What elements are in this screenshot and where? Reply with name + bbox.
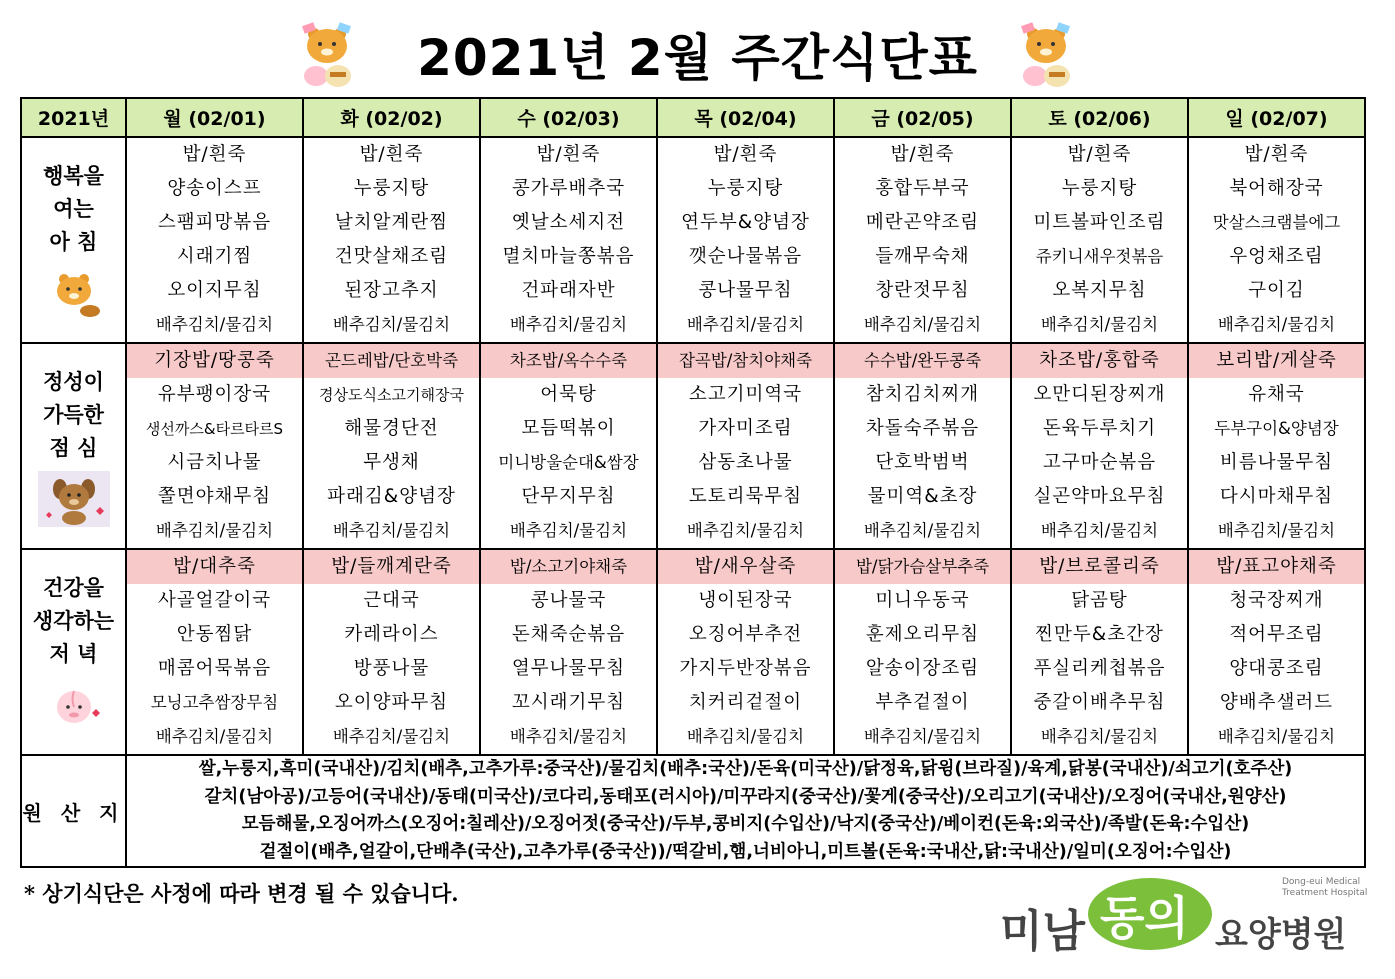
menu-item: 미니우동국	[875, 590, 970, 611]
title-area	[0, 0, 1395, 96]
menu-item: 배추김치/물김치	[686, 727, 805, 746]
menu-main-item: 밥/소고기야채죽	[481, 550, 656, 584]
menu-item: 배추김치/물김치	[686, 315, 805, 334]
menu-item: 매콤어묵볶음	[157, 658, 272, 679]
menu-item: 쫄면야채무침	[157, 486, 272, 507]
menu-main-item: 밥/닭가슴살부추죽	[835, 550, 1010, 584]
menu-item: 가지두반장볶음	[679, 658, 812, 679]
menu-item: 홍합두부국	[875, 178, 970, 199]
meal-row	[21, 137, 1365, 343]
origin-line: 모듬해물,오징어까스(오징어:칠레산)/오징어젓(중국산)/두부,콩비지(수입산)/낙지(중국산)/베이컨(돈육:외국산)/족발(돈육:수입산)	[241, 814, 1250, 834]
menu-item: 밥/흰죽	[1067, 144, 1132, 165]
menu-item: 시금치나물	[167, 452, 262, 473]
menu-item: 생선까스&타르타르S	[145, 420, 284, 438]
menu-item: 미트볼파인조림	[1033, 212, 1166, 233]
menu-main-item: 차조밥/홍합죽	[1012, 344, 1187, 378]
menu-cell	[1188, 343, 1365, 549]
menu-item: 차돌숙주볶음	[865, 418, 980, 439]
logo-text-mid: 동의	[1100, 891, 1189, 945]
menu-item: 멸치마늘쫑볶음	[502, 246, 635, 267]
menu-item: 단무지무침	[521, 486, 616, 507]
menu-main-item: 잡곡밥/참치야채죽	[658, 344, 833, 378]
logo-text-left: 미남	[1000, 906, 1086, 957]
menu-item: 콩나물무침	[698, 280, 793, 301]
menu-item: 가자미조림	[698, 418, 793, 439]
menu-main-item: 밥/표고야채죽	[1189, 550, 1364, 584]
menu-item: 돈육두루치기	[1042, 418, 1157, 439]
meal-label-line: 아 침	[49, 229, 98, 254]
menu-item: 배추김치/물김치	[332, 727, 451, 746]
bear-sticker-icon	[38, 265, 110, 321]
menu-item: 밥/흰죽	[713, 144, 778, 165]
menu-item: 날치알계란찜	[334, 212, 449, 233]
menu-item: 배추김치/물김치	[155, 315, 274, 334]
menu-item: 해물경단전	[344, 418, 439, 439]
menu-item: 누룽지탕	[707, 178, 784, 199]
dog-sticker-icon	[38, 471, 110, 527]
menu-item: 무생채	[363, 452, 420, 473]
menu-item: 배추김치/물김치	[1040, 521, 1159, 540]
origin-line: 쌀,누룽지,흑미(국내산)/김치(배추,고추가루:중국산)/물김치(배추:국산)/돈육(미국산)/닭정육,닭윙(브라질)/육계,닭봉(국내산)/쇠고기(호주산)	[198, 759, 1293, 779]
menu-main-item: 보리밥/게살죽	[1189, 344, 1364, 378]
menu-cell	[126, 549, 303, 755]
menu-item: 배추김치/물김치	[509, 315, 628, 334]
menu-item: 열무나물무침	[511, 658, 626, 679]
menu-item: 알송이장조림	[865, 658, 980, 679]
logo-english-1: Dong-eui Medical	[1282, 877, 1361, 887]
menu-item: 소고기미역국	[688, 384, 803, 405]
day-header: 금 (02/05)	[834, 98, 1011, 137]
menu-item: 청국장찌개	[1229, 590, 1324, 611]
menu-item: 밥/흰죽	[182, 144, 247, 165]
hospital-logo	[1000, 868, 1370, 968]
origin-line: 겉절이(배추,얼갈이,단배추(국산),고추가루(중국산))/떡갈비,햄,너비아니,미트볼(돈육:국내산,닭:국내산)/일미(오징어:수입산)	[259, 841, 1232, 862]
menu-main-item: 밥/들깨계란죽	[304, 550, 479, 584]
menu-item: 근대국	[363, 590, 420, 611]
menu-item: 모닝고추쌈장무침	[150, 693, 279, 712]
menu-item: 삼동초나물	[698, 452, 793, 473]
meal-label	[21, 137, 126, 343]
menu-item: 양배추샐러드	[1219, 692, 1334, 713]
menu-item: 북어해장국	[1229, 178, 1324, 199]
menu-cell	[834, 343, 1011, 549]
meal-label-line: 건강을	[43, 575, 104, 600]
menu-item: 양대콩조림	[1229, 658, 1324, 679]
menu-cell	[480, 549, 657, 755]
menu-cell	[1188, 137, 1365, 343]
menu-item: 훈제오리무침	[865, 624, 980, 645]
menu-item: 안동찜닭	[176, 624, 253, 645]
menu-item: 카레라이스	[344, 624, 439, 645]
menu-cell	[657, 343, 834, 549]
menu-cell	[303, 137, 480, 343]
menu-item: 스팸피망볶음	[157, 212, 272, 233]
menu-item: 오이양파무침	[334, 692, 449, 713]
menu-cell	[303, 549, 480, 755]
menu-cell	[1188, 549, 1365, 755]
menu-item: 배추김치/물김치	[155, 727, 274, 746]
logo-text-right: 요양병원	[1215, 915, 1347, 955]
footnote: * 상기식단은 사정에 따라 변경 될 수 있습니다.	[24, 881, 459, 906]
menu-item: 배추김치/물김치	[1040, 315, 1159, 334]
day-header: 목 (02/04)	[657, 98, 834, 137]
menu-main-item: 밥/대추죽	[127, 550, 302, 584]
meal-label	[21, 343, 126, 549]
menu-item: 유부팽이장국	[157, 384, 272, 405]
menu-cell	[1011, 343, 1188, 549]
menu-cell	[657, 549, 834, 755]
menu-item: 실곤약마요무침	[1033, 486, 1166, 507]
menu-item: 꼬시래기무침	[511, 692, 626, 713]
menu-item: 옛날소세지전	[511, 212, 626, 233]
day-header: 토 (02/06)	[1011, 98, 1188, 137]
menu-item: 돈채죽순볶음	[511, 624, 626, 645]
menu-cell	[834, 137, 1011, 343]
menu-cell	[480, 137, 657, 343]
menu-table	[20, 97, 1366, 868]
meal-label-line: 행복을	[43, 163, 104, 188]
peach-sticker-icon	[38, 677, 110, 733]
day-header: 화 (02/02)	[303, 98, 480, 137]
menu-item: 고구마순볶음	[1042, 452, 1157, 473]
header-row	[21, 98, 1365, 137]
day-header: 월 (02/01)	[126, 98, 303, 137]
meal-row	[21, 549, 1365, 755]
menu-item: 밥/흰죽	[359, 144, 424, 165]
menu-item: 건맛살채조림	[334, 246, 449, 267]
meal-label-line: 저 녁	[49, 641, 98, 666]
menu-item: 모듬떡볶이	[521, 418, 616, 439]
meal-label-line: 생각하는	[32, 608, 115, 633]
menu-item: 구이김	[1248, 280, 1305, 301]
day-header: 수 (02/03)	[480, 98, 657, 137]
menu-item: 두부구이&양념장	[1214, 419, 1339, 438]
menu-item: 오이지무침	[167, 280, 262, 301]
menu-item: 배추김치/물김치	[1217, 521, 1336, 540]
menu-item: 양송이스프	[167, 178, 262, 199]
menu-cell	[126, 343, 303, 549]
meal-row	[21, 343, 1365, 549]
menu-item: 참치김치찌개	[865, 384, 980, 405]
menu-item: 오징어부추전	[688, 624, 803, 645]
menu-item: 맛살스크램블에그	[1212, 213, 1341, 232]
menu-cell	[303, 343, 480, 549]
meal-label-line: 여는	[53, 196, 94, 221]
menu-item: 연두부&양념장	[681, 212, 810, 233]
menu-cell	[657, 137, 834, 343]
menu-item: 배추김치/물김치	[863, 727, 982, 746]
meal-label-line: 정성이	[43, 369, 104, 394]
menu-item: 배추김치/물김치	[509, 727, 628, 746]
menu-item: 배추김치/물김치	[1217, 727, 1336, 746]
menu-item: 경상도식소고기해장국	[319, 386, 464, 404]
menu-main-item: 밥/브로콜리죽	[1012, 550, 1187, 584]
menu-item: 도토리묵무침	[688, 486, 803, 507]
page-title: 2021년 2월 주간식단표	[417, 29, 978, 87]
menu-item: 된장고추지	[344, 280, 439, 301]
menu-item: 배추김치/물김치	[155, 521, 274, 540]
menu-item: 콩가루배추국	[511, 178, 626, 199]
menu-item: 찐만두&초간장	[1035, 624, 1164, 645]
menu-item: 물미역&초장	[867, 486, 978, 507]
menu-item: 배추김치/물김치	[509, 521, 628, 540]
menu-item: 쥬키니새우젓볶음	[1035, 247, 1164, 266]
menu-main-item: 기장밥/땅콩죽	[127, 344, 302, 378]
menu-item: 시래기찜	[176, 246, 253, 267]
menu-item: 밥/흰죽	[536, 144, 601, 165]
menu-main-item: 수수밥/완두콩죽	[835, 344, 1010, 378]
origin-row	[21, 755, 1365, 867]
menu-item: 방풍나물	[353, 658, 430, 679]
origin-label: 원 산 지	[21, 755, 126, 867]
menu-item: 냉이된장국	[698, 590, 793, 611]
menu-item: 다시마채무침	[1219, 486, 1334, 507]
menu-item: 어묵탕	[540, 384, 597, 405]
menu-item: 누룽지탕	[353, 178, 430, 199]
menu-cell	[1011, 549, 1188, 755]
meal-label	[21, 549, 126, 755]
day-header: 일 (02/07)	[1188, 98, 1365, 137]
menu-main-item: 밥/새우살죽	[658, 550, 833, 584]
menu-cell	[834, 549, 1011, 755]
menu-item: 밥/흰죽	[890, 144, 955, 165]
menu-item: 깻순나물볶음	[688, 246, 803, 267]
menu-item: 콩나물국	[530, 590, 607, 611]
menu-item: 배추김치/물김치	[686, 521, 805, 540]
menu-item: 밥/흰죽	[1244, 144, 1309, 165]
bear-mascot-icon	[1005, 14, 1087, 96]
menu-cell	[1011, 137, 1188, 343]
menu-item: 미니방울순대&쌈장	[498, 453, 639, 472]
menu-item: 배추김치/물김치	[332, 315, 451, 334]
logo-english-2: Treatment Hospital	[1282, 888, 1368, 898]
menu-item: 부추겉절이	[875, 692, 970, 713]
menu-item: 적어무조림	[1229, 624, 1324, 645]
menu-item: 사골얼갈이국	[157, 590, 272, 611]
menu-cell	[480, 343, 657, 549]
menu-item: 치커리겉절이	[688, 692, 803, 713]
origin-line: 갈치(남아공)/고등어(국내산)/동태(미국산)/코다리,동태포(러시아)/미꾸라지(중국산)/꽃게(중국산)/오리고기(국내산)/오징어(국내산,원양산)	[204, 786, 1287, 807]
menu-item: 푸실리케첩볶음	[1033, 658, 1166, 679]
meal-label-line: 가득한	[43, 402, 104, 427]
menu-item: 배추김치/물김치	[1217, 315, 1336, 334]
menu-item: 창란젓무침	[875, 280, 970, 301]
menu-item: 건파래자반	[521, 280, 616, 301]
menu-item: 메란곤약조림	[865, 212, 980, 233]
menu-item: 비름나물무침	[1219, 452, 1334, 473]
menu-item: 오만디된장찌개	[1033, 384, 1166, 405]
menu-item: 배추김치/물김치	[1040, 727, 1159, 746]
menu-main-item: 곤드레밥/단호박죽	[304, 344, 479, 378]
menu-cell	[126, 137, 303, 343]
year-header: 2021년	[21, 98, 126, 137]
menu-item: 배추김치/물김치	[332, 521, 451, 540]
menu-item: 파래김&양념장	[327, 486, 456, 507]
menu-item: 중갈이배추무침	[1033, 692, 1166, 713]
menu-item: 닭곰탕	[1071, 590, 1128, 611]
meal-label-line: 점 심	[49, 435, 98, 460]
menu-item: 들깨무숙채	[875, 246, 970, 267]
menu-item: 유채국	[1248, 384, 1305, 405]
origin-info	[126, 755, 1365, 867]
menu-item: 배추김치/물김치	[863, 315, 982, 334]
menu-item: 오복지무침	[1052, 280, 1147, 301]
menu-item: 단호박범벅	[875, 452, 970, 473]
menu-main-item: 차조밥/옥수수죽	[481, 344, 656, 378]
menu-item: 배추김치/물김치	[863, 521, 982, 540]
menu-item: 누룽지탕	[1061, 178, 1138, 199]
menu-item: 우엉채조림	[1229, 246, 1324, 267]
